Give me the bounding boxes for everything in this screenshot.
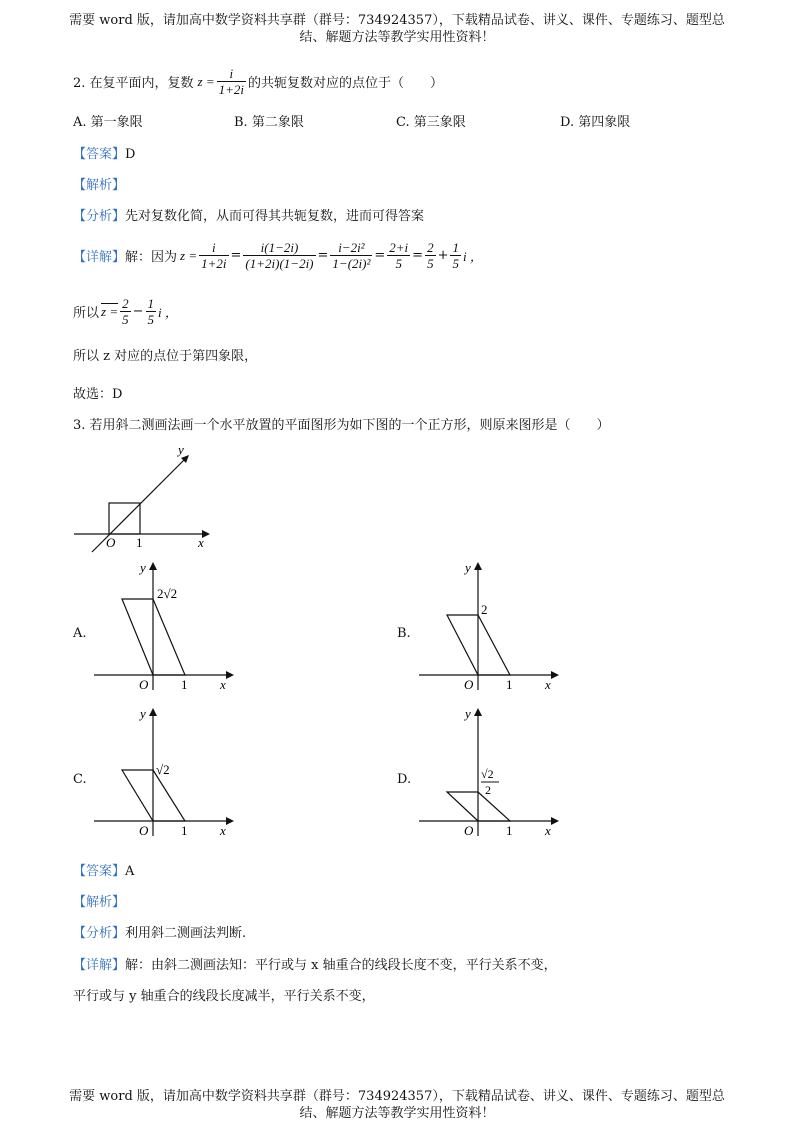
y-arrow-icon (474, 562, 482, 570)
q2-choose: 故选：D (73, 387, 123, 402)
q2-detail: 【详解】 解：因为 z = $\frac{i}{1+2i}$ = $\frac{i(1-2i)}{(1+2i)(1-2i)}$ = $\frac{\text{i−2i²}}{\text{1−(2i)²}}$ = $\frac{2+i}{5}$ = $\frac{2}{5}$ + $\frac{1}{5}$ i ， (73, 240, 483, 271)
one-label: 1 (181, 677, 188, 692)
o-label: O (139, 677, 149, 692)
header-line-1: 需要 word 版，请加高中数学资料共享群（群号：734924357），下载精品试卷、讲义、课件、专题练习、题型总 (69, 13, 725, 28)
one-label: 1 (136, 535, 143, 550)
y-label: y (465, 706, 471, 721)
q2-stem-post: 的共轭复数对应的点位于（ ） (248, 76, 444, 91)
q3-intuitive-figure (70, 440, 220, 555)
y-label: y (465, 560, 471, 575)
so1-minus: − (132, 304, 144, 319)
q2-stem (73, 66, 443, 97)
answer-tag: 【答案】 (73, 147, 126, 162)
o-label: O (106, 535, 116, 550)
x-label: x (545, 677, 551, 692)
q2-fenxi (73, 205, 424, 224)
q2-analysis-tag: 【解析】 (73, 178, 126, 193)
detail-text-1: 解：由斜二测画法知：平行或与 x 轴重合的线段长度不变，平行关系不变， (125, 958, 557, 973)
x-arrow-icon (226, 671, 234, 679)
detail-tag: 【详解】 (73, 958, 126, 973)
conj-imag: $\frac{1}{5}$ (147, 296, 155, 327)
q2-option-a: A. 第一象限 (73, 115, 143, 130)
y-arrow-icon (149, 562, 157, 570)
fenxi-tag: 【分析】 (73, 209, 126, 224)
q3-fenxi (73, 922, 246, 941)
q3-answer (73, 860, 134, 879)
option-c-letter: C. (73, 772, 87, 787)
one-label: 1 (181, 823, 188, 838)
q2-frac-num: i (217, 66, 246, 82)
q2-frac-den: 1+2i (218, 82, 245, 97)
option-a-letter: A. (73, 626, 87, 641)
option-b-figure (415, 558, 575, 693)
q3-stem: 3. 若用斜二测画法画一个水平放置的平面图形为如下图的一个正方形，则原来图形是（ ） (73, 418, 610, 433)
header-line-2: 结、解题方法等教学实用性资料！ (299, 30, 495, 45)
y-arrow-icon (474, 708, 482, 716)
height-label: √2 (156, 762, 170, 777)
q3-detail-2: 平行或与 y 轴重合的线段长度减半，平行关系不变， (73, 989, 375, 1004)
q2-option-b: B. 第二象限 (234, 115, 304, 130)
q2-conclusion: 所以 z 对应的点位于第四象限， (73, 349, 258, 364)
q2-option-c: C. 第三象限 (396, 115, 466, 130)
y-label: y (140, 560, 146, 575)
one-label: 1 (506, 823, 513, 838)
x-label: x (220, 823, 226, 838)
q3-detail-1 (73, 954, 557, 973)
x-label: x (220, 677, 226, 692)
y-arrow-icon (149, 708, 157, 716)
step3: $\frac{\text{i−2i²}}{\text{1−(2i)²}}$ (332, 240, 371, 271)
q2-fraction (217, 66, 246, 97)
option-b-letter: B. (397, 626, 411, 641)
square-shape (109, 503, 140, 534)
header-notice (47, 12, 747, 46)
answer-value: A (125, 864, 135, 879)
x-arrow-icon (551, 817, 559, 825)
fenxi-text: 先对复数化简，从而可得其共轭复数，进而可得答案 (125, 209, 425, 224)
o-label: O (139, 823, 149, 838)
height-label-den: 2 (485, 783, 491, 797)
option-a-figure (90, 558, 250, 693)
option-d-letter: D. (397, 772, 412, 787)
step1: $\frac{i}{1+2i}$ (201, 240, 227, 271)
footer-line-2: 结、解题方法等教学实用性资料！ (299, 1106, 495, 1121)
y-label: y (178, 442, 184, 457)
option-c-figure (90, 704, 250, 839)
q2-option-d: D. 第四象限 (560, 115, 631, 130)
so1-pre: 所以 (73, 306, 100, 321)
footer-line-1: 需要 word 版，请加高中数学资料共享群（群号：734924357），下载精品试卷、讲义、课件、专题练习、题型总 (69, 1089, 725, 1104)
x-arrow-icon (551, 671, 559, 679)
height-label: 2√2 (157, 586, 178, 601)
q2-conjugate (73, 296, 178, 327)
step5b: $\frac{1}{5}$ (452, 240, 459, 271)
so1-z: z = (101, 303, 119, 319)
conj-real: $\frac{2}{5}$ (122, 296, 129, 327)
detail-pre: 解：因为 (125, 250, 178, 265)
x-label: x (198, 535, 204, 550)
z-eq: z = (180, 247, 198, 263)
q2-stem-pre: 2. 在复平面内，复数 (73, 76, 194, 91)
option-d-figure (415, 704, 575, 839)
one-label: 1 (506, 677, 513, 692)
height-label: 2 (481, 602, 488, 617)
step4: $\frac{2+i}{5}$ (389, 240, 409, 271)
q2-z-lhs: z = (197, 73, 215, 89)
step5a: $\frac{2}{5}$ (427, 240, 434, 271)
footer-notice (47, 1088, 747, 1122)
x-label: x (545, 823, 551, 838)
q2-answer (73, 143, 135, 162)
x-arrow-icon (226, 817, 234, 825)
o-label: O (464, 823, 474, 838)
y-label: y (140, 706, 146, 721)
answer-tag: 【答案】 (73, 864, 126, 879)
conj-tail: i ， (158, 305, 178, 320)
fenxi-text: 利用斜二测画法判断. (125, 926, 247, 941)
answer-value: D (125, 147, 136, 162)
step2: $\frac{i(1-2i)}{(1+2i)(1-2i)}$ (245, 240, 314, 271)
height-label-num: √2 (481, 767, 494, 781)
o-label: O (464, 677, 474, 692)
fenxi-tag: 【分析】 (73, 926, 126, 941)
tail-i: i ， (462, 249, 483, 264)
q3-analysis-tag: 【解析】 (73, 895, 126, 910)
detail-tag: 【详解】 (73, 250, 126, 265)
